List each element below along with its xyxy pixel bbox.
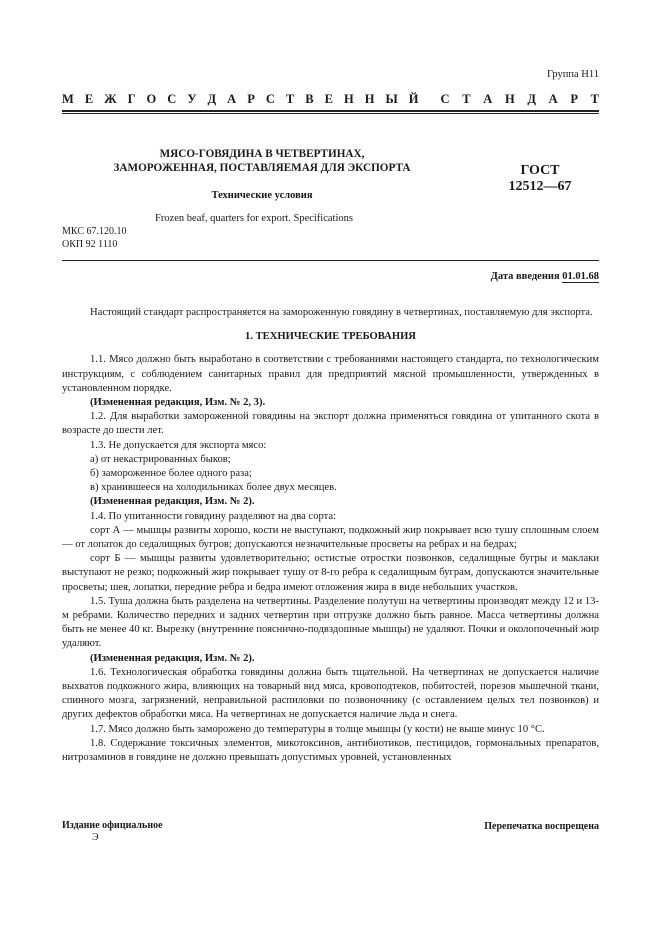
clause-1-4-grade-a: сорт А — мышцы развиты хорошо, кости не выступают, подкожный жир покрывает всю тушу сплошным слоем — от лопаток до седалищных бугров; допускаются незначительные просветы на ребрах и на бедрах; — [62, 524, 599, 551]
gost-number: 12512—67 — [508, 179, 572, 194]
banner-word: С Т А Н Д А Р Т — [440, 92, 599, 106]
section-heading: 1. ТЕХНИЧЕСКИЕ ТРЕБОВАНИЯ — [245, 331, 416, 343]
official-edition: Издание официальное — [62, 820, 163, 831]
intro-paragraph: Настоящий стандарт распространяется на замороженную говядину в четвертинах, поставляемую для экспорта. — [90, 307, 593, 318]
classification-codes — [62, 226, 126, 251]
clause-1-6: 1.6. Технологическая обработка говядины должна быть тщательной. На четвертинах не допускается наличие выхватов подкожного жира, влияющих на товарный вид мяса, кровоподтеков, побитостей, порезов мышечной ткани, спинного мозга, загрязнений, неправильной распиловки по позвоночнику (с оставлением целых тел позвонков) и других дефектов обработки мяса. На четвертинах не допускается наличие льда и снега. — [62, 666, 599, 721]
footer-mark: Э — [92, 832, 99, 843]
amendment-note: (Измененная редакция, Изм. № 2, 3). — [90, 397, 266, 409]
banner-word: М Е Ж Г О С У Д А Р С Т В Е Н Н Ы Й — [62, 92, 419, 106]
clause-1-3-a: а) от некастрированных быков; — [90, 453, 231, 465]
clause-1-8: 1.8. Содержание токсичных элементов, микотоксинов, антибиотиков, пестицидов, гормональных препаратов, нитрозаминов в говядине не должно превышать допустимых уровней, установленных — [62, 737, 599, 764]
date-value: 01.01.68 — [562, 271, 599, 282]
header-rule-thin — [62, 113, 599, 114]
title-line-1: МЯСО-ГОВЯДИНА В ЧЕТВЕРТИНАХ, — [159, 148, 365, 160]
clause-1-3: 1.3. Не допускается для экспорта мясо: — [90, 439, 267, 451]
title-rule — [62, 260, 599, 261]
group-code: Группа Н11 — [547, 69, 599, 80]
amendment-note: (Измененная редакция, Изм. № 2). — [90, 496, 255, 508]
okp-code: ОКП 92 1110 — [62, 238, 118, 250]
mks-code: МКС 67.120.10 — [62, 226, 127, 237]
clause-1-5: 1.5. Туша должна быть разделена на четвертины. Разделение полутуш на четвертины производят между 12 и 13-м ребрами. Количество передних и задних четвертин при отгрузке должно быть равное. Масса четвертины должна быть не менее 40 кг. Вырезку (внутренние поясничнo-подвздошные мышцы) не удаляют. Почки и околопочечный жир удаляют. — [62, 595, 599, 650]
clause-1-4-grade-b: сорт Б — мышцы развиты удовлетворительно; остистые отростки позвонков, седалищные бугры и маклаки выступают не резко; подкожный жир покрывает тушу от 8-го ребра к седалищным буграм, допускаются значительные просветы; шея, лопатки, передние ребра и бедра имеют отложения жира в виде небольших участков. — [62, 553, 599, 593]
gost-designation — [500, 163, 580, 195]
gost-label: ГОСТ — [520, 163, 560, 178]
clause-1-7: 1.7. Мясо должно быть заморожено до температуры в толще мышцы (у кости) не выше минус 10 °С. — [90, 723, 545, 735]
clause-1-1: 1.1. Мясо должно быть выработано в соответствии с требованиями настоящего стандарта, по технологическим инструкциям, с соблюдением санитарных правил для предприятий мясной промышленности, утвержденных в установленном порядке. — [62, 354, 599, 394]
introduction-date — [491, 270, 599, 284]
clause-1-3-c: в) хранившееся на холодильниках более двух месяцев. — [90, 482, 337, 494]
document-title — [62, 148, 462, 175]
amendment-note: (Измененная редакция, Изм. № 2). — [90, 652, 255, 664]
clause-1-3-b: б) замороженное более одного раза; — [90, 468, 252, 480]
clause-1-2: 1.2. Для выработки замороженной говядины на экспорт должна применяться говядина от упитанного скота в возрасте до шести лет. — [62, 411, 599, 437]
date-label: Дата введения — [490, 271, 560, 282]
standard-banner — [62, 92, 599, 106]
title-line-2: ЗАМОРОЖЕННАЯ, ПОСТАВЛЯЕМАЯ ДЛЯ ЭКСПОРТА — [113, 161, 411, 174]
reprint-notice: Перепечатка воспрещена — [484, 821, 599, 832]
document-subtitle: Технические условия — [211, 190, 313, 201]
footer-left — [62, 820, 163, 844]
document-body — [62, 306, 599, 765]
header-rule-thick — [62, 110, 599, 112]
clause-1-4: 1.4. По упитанности говядину разделяют на два сорта: — [90, 510, 337, 522]
english-title: Frozen beaf, quarters for export. Specifications — [155, 213, 353, 224]
